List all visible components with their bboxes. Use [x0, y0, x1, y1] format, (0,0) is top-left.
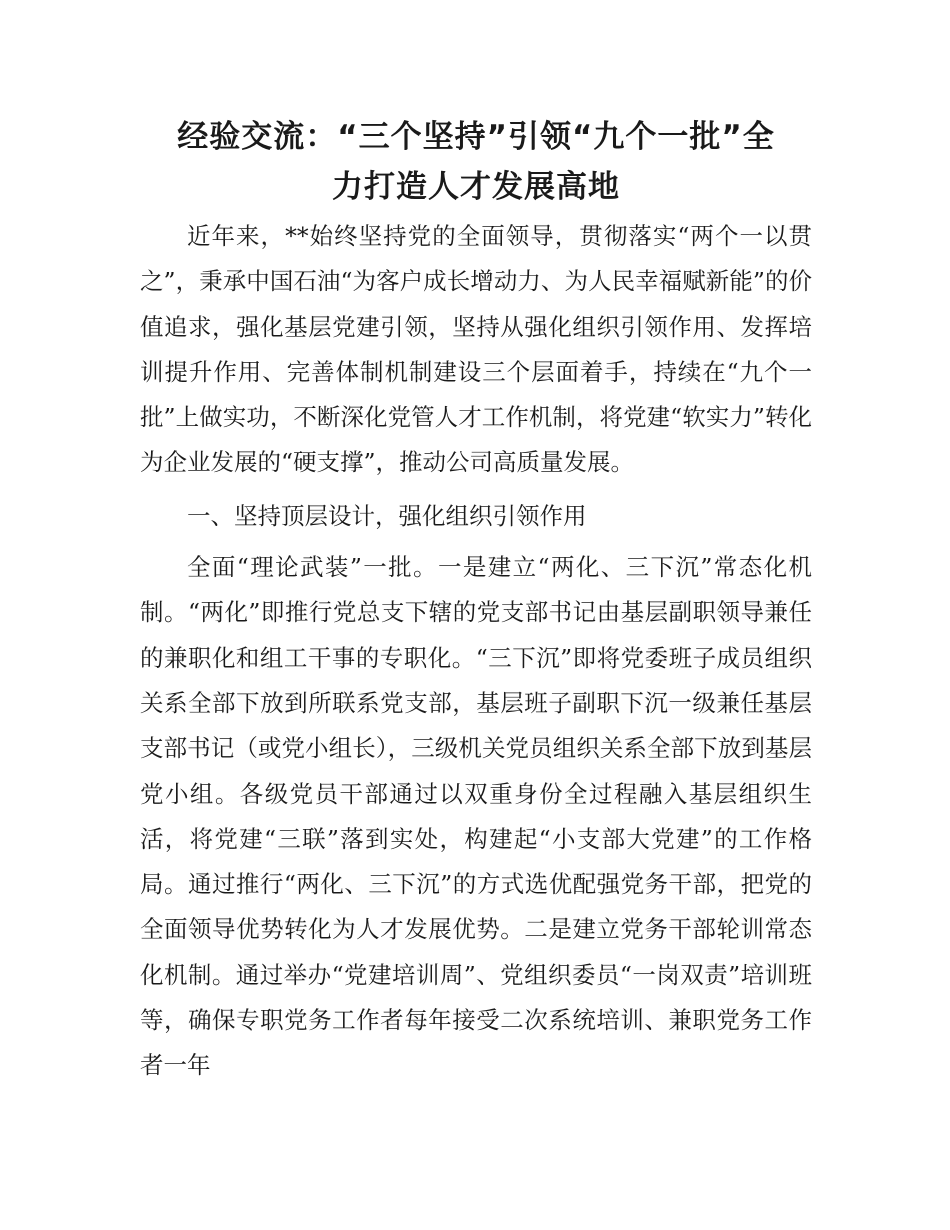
document-title: [140, 112, 812, 212]
title-line-1: 经验交流：“三个坚持”引领“九个一批”全: [177, 119, 775, 155]
document-body: [140, 214, 812, 1089]
section-heading: 一、坚持顶层设计，强化组织引领作用: [187, 501, 587, 530]
title-line-2: 力打造人才发展高地: [332, 169, 620, 205]
intro-paragraph: 近年来，**始终坚持党的全面领导，贯彻落实“两个一以贯之”，秉承中国石油“为客户成长增动力、为人民幸福赋新能”的价值追求，强化基层党建引领，坚持从强化组织引领作用、发挥培训提升作用、完善体制机制建设三个层面着手，持续在“九个一批”上做实功，不断深化党管人才工作机制，将党建“软实力”转化为企业发展的“硬支撑”，推动公司高质量发展。: [140, 222, 812, 477]
body-paragraph: 全面“理论武装”一批。一是建立“两化、三下沉”常态化机制。“两化”即推行党总支下辖的党支部书记由基层副职领导兼任的兼职化和组工干事的专职化。“三下沉”即将党委班子成员组织关系全部下放到所联系党支部，基层班子副职下沉一级兼任基层支部书记（或党小组长），三级机关党员组织关系全部下放到基层党小组。各级党员干部通过以双重身份全过程融入基层组织生活，将党建“三联”落到实处，构建起“小支部大党建”的工作格局。通过推行“两化、三下沉”的方式选优配强党务干部，把党的全面领导优势转化为人才发展优势。二是建立党务干部轮训常态化机制。通过举办“党建培训周”、党组织委员“一岗双责”培训班等，确保专职党务工作者每年接受二次系统培训、兼职党务工作者一年: [140, 553, 812, 1080]
